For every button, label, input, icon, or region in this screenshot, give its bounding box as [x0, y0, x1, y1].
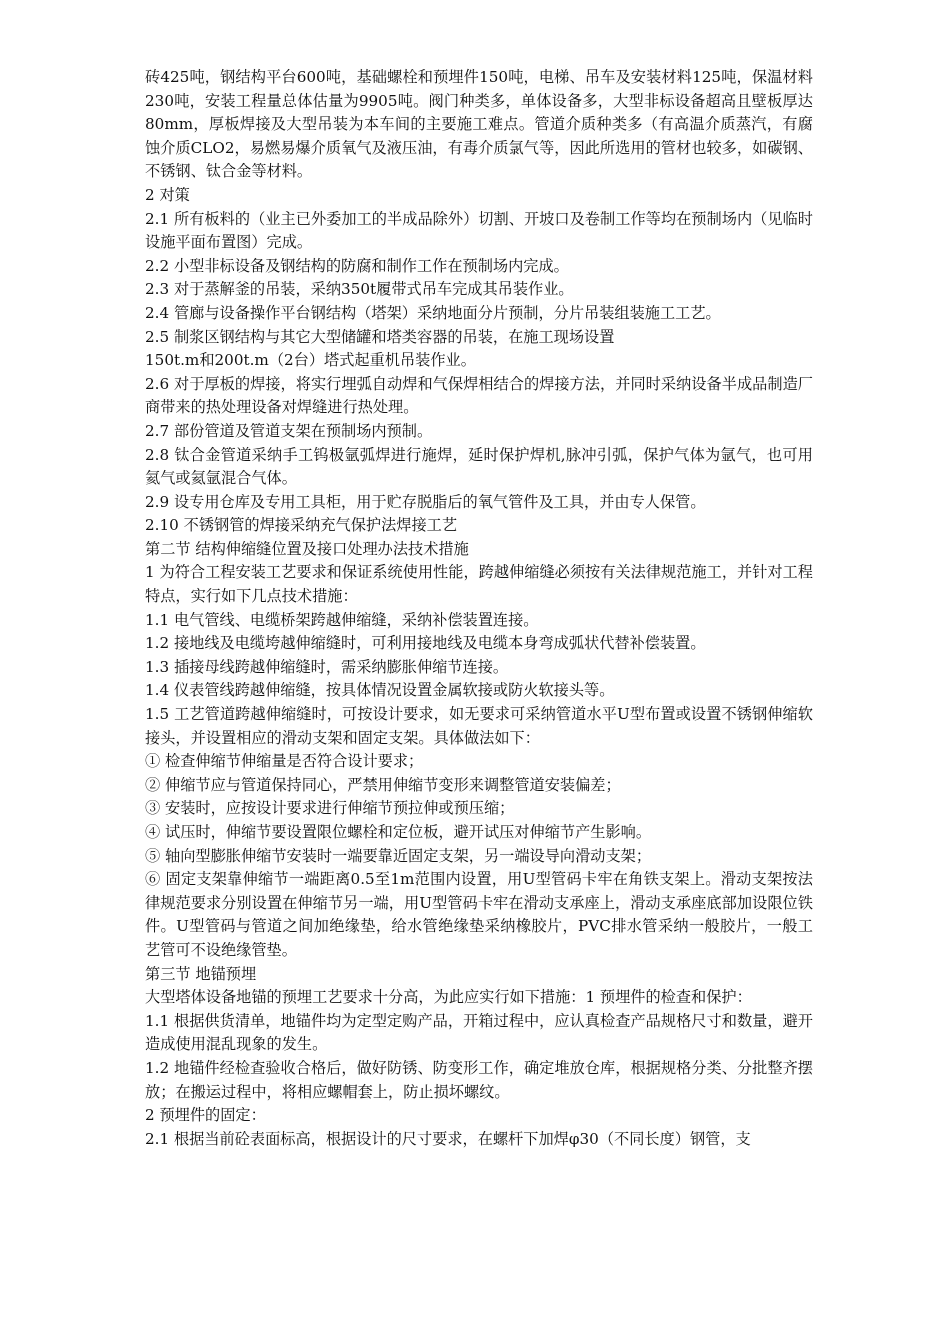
- paragraph: 大型塔体设备地锚的预埋工艺要求十分高，为此应实行如下措施：1 预埋件的检查和保护：: [145, 988, 752, 1007]
- list-item: ② 伸缩节应与管道保持同心，严禁用伸缩节变形来调整管道安装偏差；: [145, 775, 621, 794]
- list-item: ③ 安装时，应按设计要求进行伸缩节预拉伸或预压缩；: [145, 799, 515, 818]
- paragraph: 2.5 制浆区钢结构与其它大型储罐和塔类容器的吊装，在施工现场设置: [145, 327, 615, 346]
- paragraph: 1.1 根据供货清单，地锚件均为定型定购产品，开箱过程中，应认真检查产品规格尺寸和数量，避开造成使用混乱现象的发生。: [145, 1011, 813, 1054]
- paragraph: 2.7 部份管道及管道支架在预制场内预制。: [145, 421, 433, 440]
- paragraph: 2.1 根据当前砼表面标高，根据设计的尺寸要求，在螺杆下加焊φ30（不同长度）钢管，支: [145, 1129, 751, 1148]
- paragraph: 150t.m和200t.m（2台）塔式起重机吊装作业。: [145, 351, 476, 370]
- paragraph: 2.10 不锈钢管的焊接采纳充气保护法焊接工艺: [145, 516, 458, 535]
- paragraph: 1.1 电气管线、电缆桥架跨越伸缩缝，采纳补偿装置连接。: [145, 610, 539, 629]
- section-heading: 第三节 地锚预埋: [145, 964, 257, 983]
- paragraph: 2.3 对于蒸解釜的吊装，采纳350t履带式吊车完成其吊装作业。: [145, 280, 574, 299]
- list-item: ⑥ 固定支架靠伸缩节一端距离0.5至1m范围内设置，用U型管码卡牢在角铁支架上。滑动支架按法律规范要求分别设置在伸缩节另一端，用U型管码卡牢在滑动支承座上，滑动支承座底部加设限位铁件。U型管码与管道之间加绝缘垫，给水管绝缘垫采纳橡胶片，PVC排水管采纳一般胶片，一般工艺管可不设绝缘管垫。: [145, 870, 813, 959]
- paragraph: 1.3 插接母线跨越伸缩缝时，需采纳膨胀伸缩节连接。: [145, 657, 509, 676]
- document-page: [145, 66, 813, 1151]
- paragraph: 1 为符合工程安装工艺要求和保证系统使用性能，跨越伸缩缝必须按有关法律规范施工，并针对工程特点，实行如下几点技术措施：: [145, 563, 813, 606]
- paragraph: 1.5 工艺管道跨越伸缩缝时，可按设计要求，如无要求可采纳管道水平U型布置或设置不锈钢伸缩软接头，并设置相应的滑动支架和固定支架。具体做法如下：: [145, 705, 813, 747]
- paragraph: 2.2 小型非标设备及钢结构的防腐和制作工作在预制场内完成。: [145, 256, 569, 275]
- paragraph: 1.2 地锚件经检查验收合格后，做好防锈、防变形工作，确定堆放仓库，根据规格分类、分批整齐摆放；在搬运过程中，将相应螺帽套上，防止损坏螺纹。: [145, 1058, 813, 1101]
- list-item: ④ 试压时，伸缩节要设置限位螺栓和定位板，避开试压对伸缩节产生影响。: [145, 823, 652, 841]
- list-item: ⑤ 轴向型膨胀伸缩节安装时一端要靠近固定支架，另一端设导向滑动支架；: [145, 846, 652, 865]
- paragraph: 1.4 仪表管线跨越伸缩缝，按具体情况设置金属软接或防火软接头等。: [145, 681, 615, 700]
- paragraph: 2 预埋件的固定：: [145, 1106, 266, 1125]
- section-heading: 2 对策: [145, 185, 190, 204]
- paragraph: 1.2 接地线及电缆垮越伸缩缝时，可利用接地线及电缆本身弯成弧状代替补偿装置。: [145, 634, 706, 653]
- paragraph: 2.1 所有板料的（业主已外委加工的半成品除外）切割、开坡口及卷制工作等均在预制场内（见临时设施平面布置图）完成。: [145, 209, 813, 252]
- paragraph: 2.6 对于厚板的焊接，将实行埋弧自动焊和气保焊相结合的焊接方法，并同时采纳设备半成品制造厂商带来的热处理设备对焊缝进行热处理。: [145, 374, 813, 417]
- section-heading: 第二节 结构伸缩缝位置及接口处理办法技术措施: [145, 539, 469, 558]
- paragraph: 2.4 管廊与设备操作平台钢结构（塔架）采纳地面分片预制，分片吊装组装施工工艺。: [145, 303, 721, 322]
- paragraph: 2.8 钛合金管道采纳手工钨极氩弧焊进行施焊，延时保护焊机,脉冲引弧，保护气体为氩气，也可用氦气或氦氩混合气体。: [145, 445, 813, 488]
- list-item: ① 检查伸缩节伸缩量是否符合设计要求；: [145, 752, 424, 771]
- paragraph: 砖425吨，钢结构平台600吨，基础螺栓和预埋件150吨，电梯、吊车及安装材料125吨，保温材料230吨，安装工程量总体估量为9905吨。阀门种类多，单体设备多，大型非标设备超高且壁板厚达80mm，厚板焊接及大型吊装为本车间的主要施工难点。管道介质种类多（有高温介质蒸汽，有腐蚀介质CLO2，易燃易爆介质氧气及液压油，有毒介质氯气等，因此所选用的管材也较多，如碳钢、不锈钢、钛合金等材料。: [145, 68, 813, 181]
- paragraph: 2.9 设专用仓库及专用工具柜，用于贮存脱脂后的氧气管件及工具，并由专人保管。: [145, 492, 706, 511]
